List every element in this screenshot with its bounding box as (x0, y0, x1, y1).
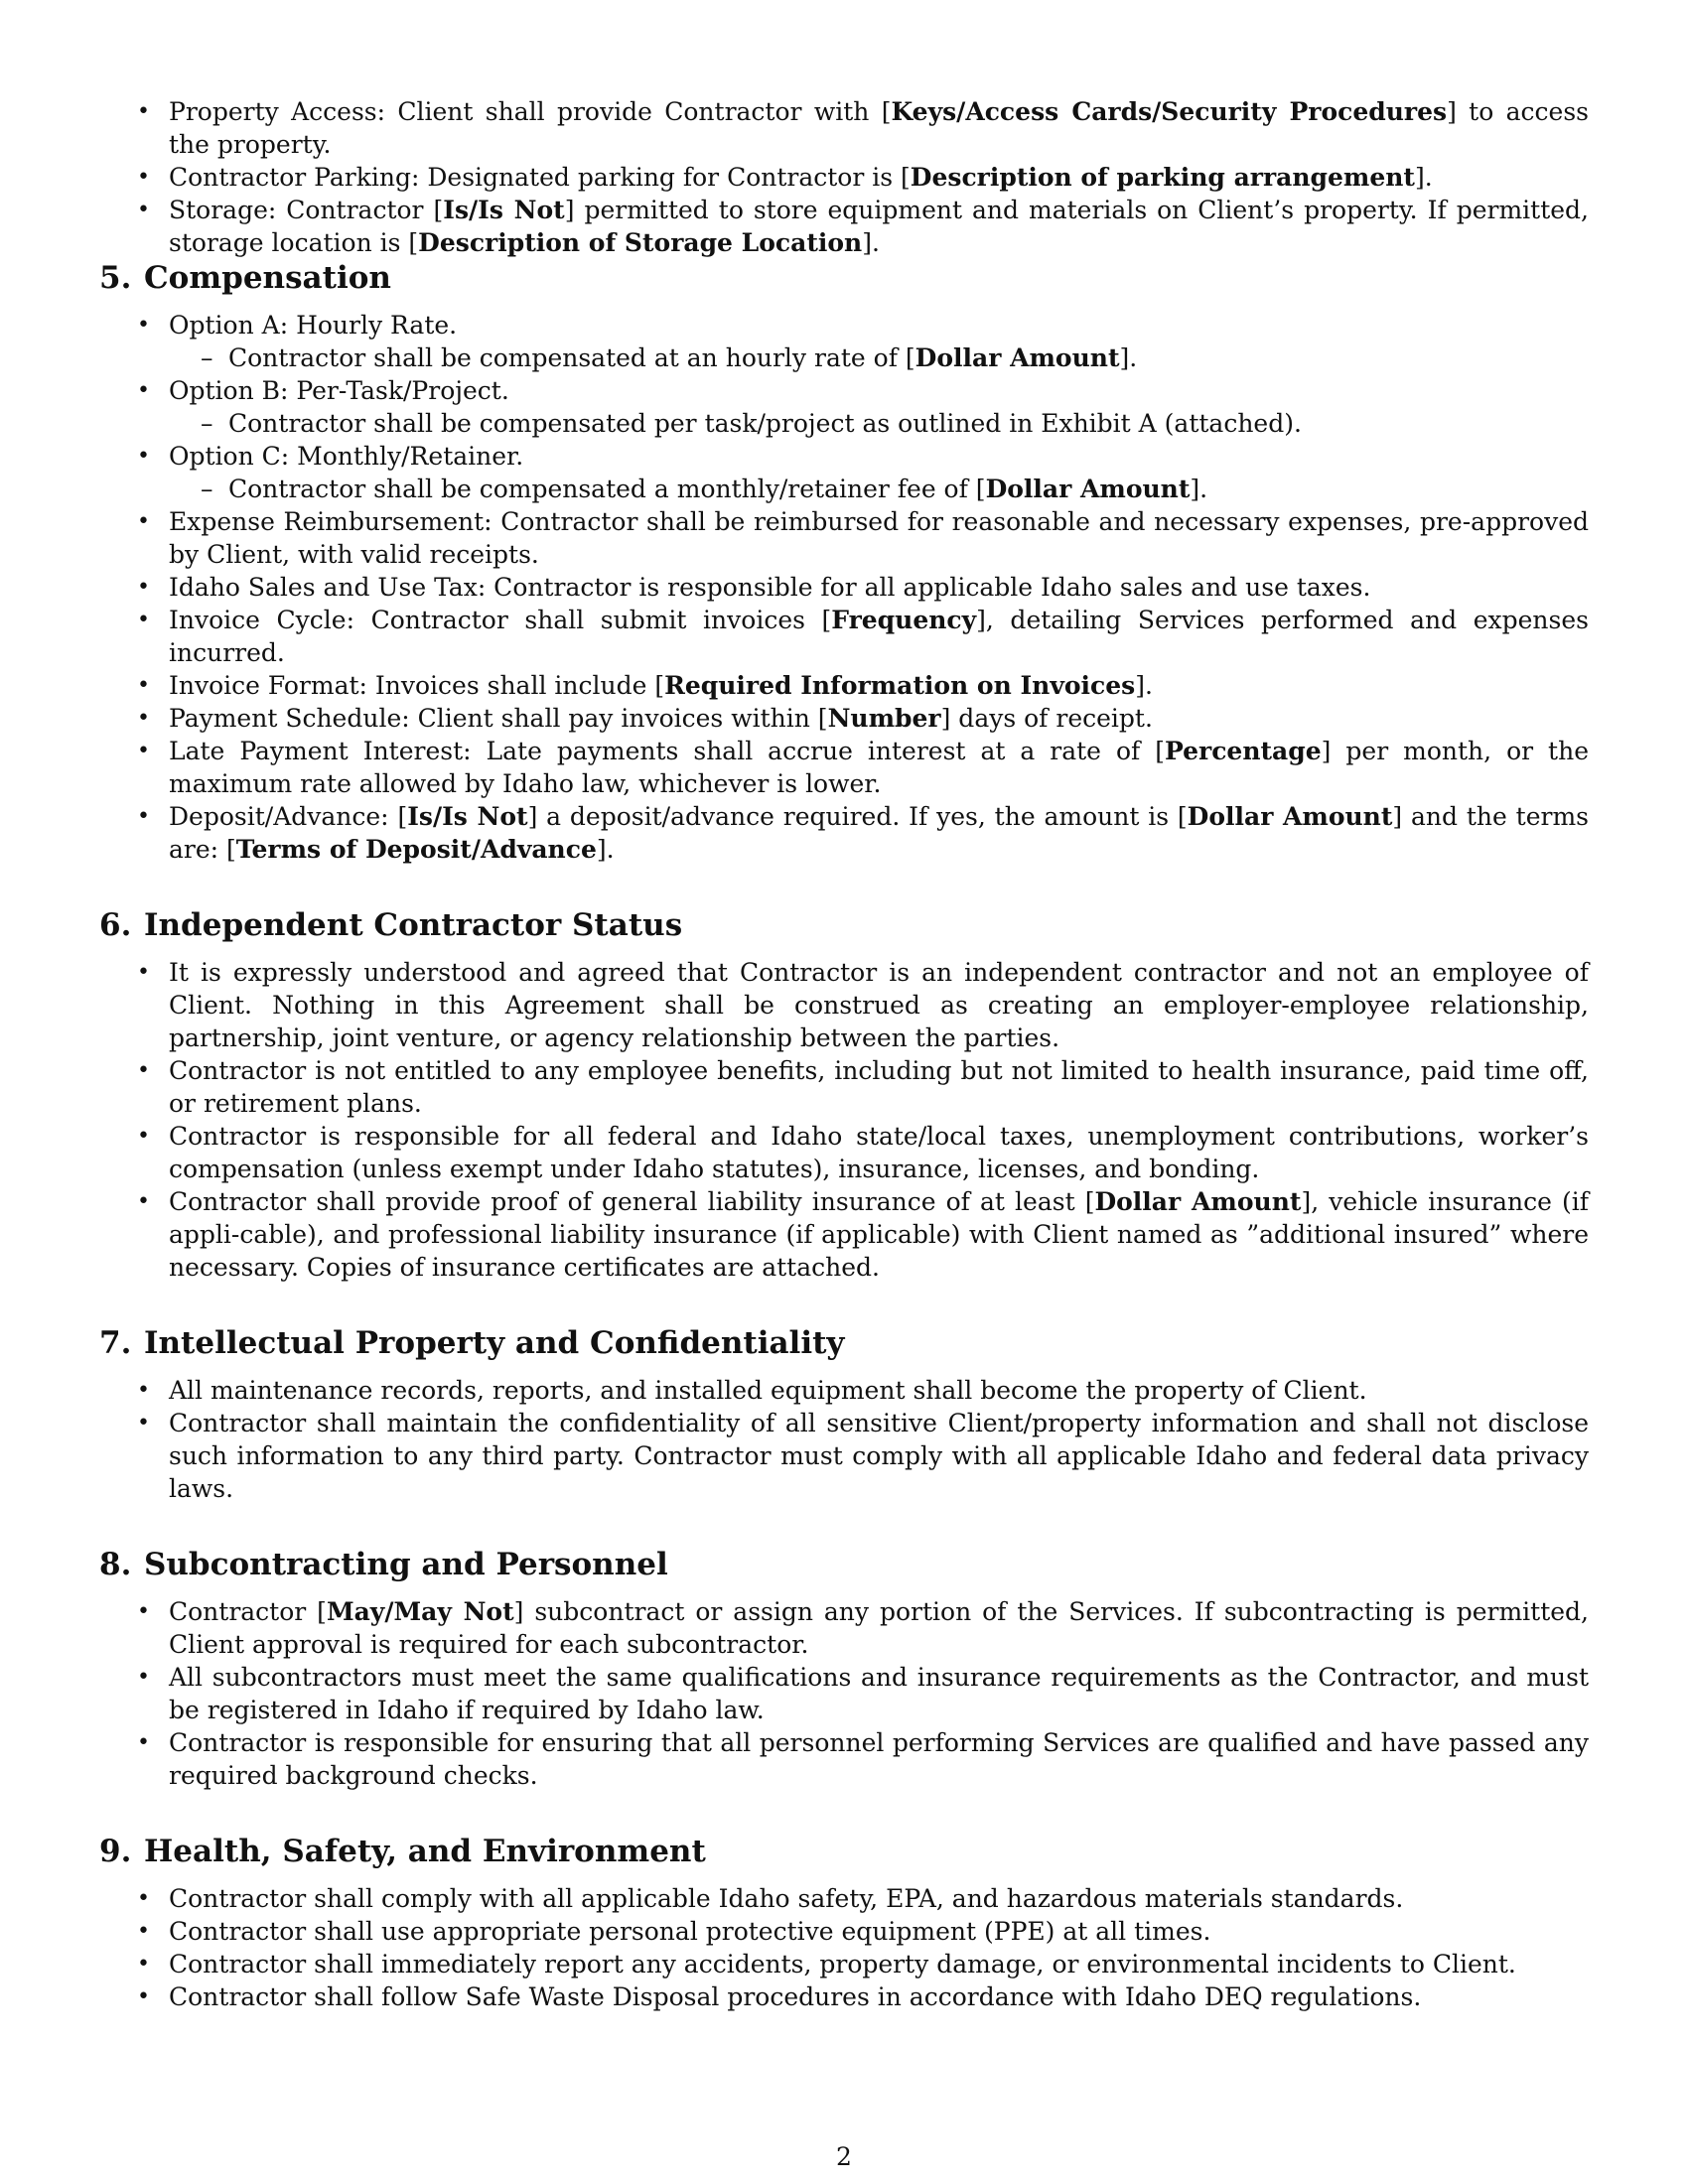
sub-list-item (169, 341, 1589, 374)
list-item (99, 1374, 1589, 1407)
placeholder-field: Description of parking arrangement (910, 163, 1415, 192)
sub-list (169, 473, 1589, 505)
placeholder-field: Terms of Deposit/Advance (235, 835, 597, 864)
text-run: Contractor is not entitled to any employee benefits, including but not limited to health insurance, paid time off, or retirement plans. (169, 1056, 1589, 1118)
section-title: Intellectual Property and Confidentiality (144, 1325, 845, 1361)
list-item (99, 1185, 1589, 1284)
list-item (99, 800, 1589, 866)
section-title: Compensation (144, 260, 391, 296)
text-run: Deposit/Advance: [ (169, 802, 408, 831)
list-item (99, 669, 1589, 702)
list-item (99, 1054, 1589, 1120)
list-item (99, 1661, 1589, 1726)
section-title: Independent Contractor Status (144, 907, 683, 943)
section (99, 1546, 1589, 1792)
text-run: Contractor shall be compensated a monthly/retainer fee of [ (228, 475, 986, 503)
list-item (99, 1595, 1589, 1661)
section (99, 906, 1589, 1284)
list-item (99, 702, 1589, 735)
placeholder-field: Dollar Amount (1187, 802, 1393, 831)
text-run: Invoice Cycle: Contractor shall submit invoices [ (169, 606, 832, 634)
text-run: ] per month, or the maximum rate allowed by Idaho law, whichever is lower. (169, 737, 1589, 798)
placeholder-field: Frequency (831, 606, 977, 634)
list-item (99, 309, 1589, 374)
text-run: Invoice Format: Invoices shall include [ (169, 671, 665, 700)
list-item (99, 1948, 1589, 1980)
list-item (99, 1915, 1589, 1948)
list-item (99, 1882, 1589, 1915)
list-item (99, 735, 1589, 800)
section-heading (99, 1833, 1589, 1870)
placeholder-field: May/May Not (326, 1597, 514, 1626)
section (99, 1833, 1589, 2013)
placeholder-field: Number (827, 704, 941, 733)
text-run: Storage: Contractor [ (169, 196, 444, 224)
section-heading (99, 1324, 1589, 1362)
text-run: ] permitted to store equipment and materials on Client’s property. If permitted, storage location is [ (169, 196, 1589, 257)
property-access-list (99, 95, 1589, 259)
section-heading (99, 259, 1589, 297)
placeholder-field: Dollar Amount (914, 343, 1120, 372)
placeholder-field: Dollar Amount (985, 475, 1191, 503)
text-run: Expense Reimbursement: Contractor shall be reimbursed for reasonable and necessary expenses, pre-approved by Client, with valid receipts. (169, 507, 1589, 569)
list-item (99, 1120, 1589, 1185)
sections-container (99, 259, 1589, 2013)
text-run: All maintenance records, reports, and installed equipment shall become the property of Client. (169, 1376, 1367, 1405)
list-item (99, 1726, 1589, 1792)
text-run: ] a deposit/advance required. If yes, the amount is [ (527, 802, 1188, 831)
text-run: It is expressly understood and agreed that Contractor is an independent contractor and not an employee of Client. Nothing in this Agreement shall be construed as creating an employer-employee relationship, partnership, joint venture, or agency relationship between the parties. (169, 958, 1589, 1052)
text-run: Contractor is responsible for all federal and Idaho state/local taxes, unemployment contributions, worker’s compensation (unless exempt under Idaho statutes), insurance, licenses, and bonding. (169, 1122, 1589, 1183)
section (99, 1324, 1589, 1505)
text-run: Contractor [ (169, 1597, 327, 1626)
page-number: 2 (836, 2142, 852, 2171)
sub-list (169, 341, 1589, 374)
list-item (99, 374, 1589, 440)
text-run: Option C: Monthly/Retainer. (169, 442, 524, 471)
sub-list (169, 407, 1589, 440)
text-run: Contractor Parking: Designated parking for Contractor is [ (169, 163, 911, 192)
section-number: 8. (99, 1547, 132, 1582)
section-number: 5. (99, 260, 132, 296)
text-run: Contractor shall be compensated per task/project as outlined in Exhibit A (attached). (228, 409, 1302, 438)
text-run: Option A: Hourly Rate. (169, 311, 458, 340)
list-item (99, 194, 1589, 259)
text-run: ]. (1135, 671, 1153, 700)
text-run: ] to access the property. (169, 97, 1589, 159)
placeholder-field: Percentage (1165, 737, 1322, 765)
section (99, 259, 1589, 866)
text-run: Contractor shall maintain the confidentiality of all sensitive Client/property information and shall not disclose such information to any third party. Contractor must comply with all applicable Idaho and federal data privacy laws. (169, 1409, 1589, 1503)
text-run: ] days of receipt. (940, 704, 1153, 733)
placeholder-field: Keys/Access Cards/Security Procedures (891, 97, 1448, 126)
text-run: ]. (1119, 343, 1138, 372)
text-run: Late Payment Interest: Late payments shall accrue interest at a rate of [ (169, 737, 1165, 765)
section-heading (99, 906, 1589, 944)
list-item (99, 440, 1589, 505)
bullet-list (99, 1374, 1589, 1505)
list-item (99, 1980, 1589, 2013)
text-run: ] subcontract or assign any portion of the Services. If subcontracting is permitted, Client approval is required for each subcontractor. (169, 1597, 1589, 1659)
text-run: Property Access: Client shall provide Contractor with [ (169, 97, 892, 126)
list-item (99, 505, 1589, 571)
text-run: Contractor is responsible for ensuring that all personnel performing Services are qualified and have passed any required background checks. (169, 1728, 1589, 1790)
text-run: Contractor shall immediately report any accidents, property damage, or environmental incidents to Client. (169, 1950, 1516, 1979)
text-run: ]. (1414, 163, 1433, 192)
list-item (99, 571, 1589, 604)
bullet-list (99, 1595, 1589, 1792)
placeholder-field: Description of Storage Location (418, 228, 863, 257)
placeholder-field: Is/Is Not (443, 196, 565, 224)
section-heading (99, 1546, 1589, 1583)
text-run: Contractor shall be compensated at an hourly rate of [ (228, 343, 915, 372)
bullet-list (99, 1882, 1589, 2013)
bullet-list (99, 309, 1589, 866)
section-number: 7. (99, 1325, 132, 1361)
text-run: Idaho Sales and Use Tax: Contractor is responsible for all applicable Idaho sales and use taxes. (169, 573, 1371, 602)
list-item (99, 604, 1589, 669)
sub-list-item (169, 407, 1589, 440)
section-number: 9. (99, 1834, 132, 1869)
text-run: Contractor shall comply with all applicable Idaho safety, EPA, and hazardous materials standards. (169, 1884, 1404, 1913)
text-run: Contractor shall use appropriate personal protective equipment (PPE) at all times. (169, 1917, 1211, 1946)
text-run: ], vehicle insurance (if appli-cable), and professional liability insurance (if applicable) with Client named as ”additional insured” where necessary. Copies of insurance certificates are attached. (169, 1187, 1589, 1282)
section-title: Health, Safety, and Environment (144, 1834, 706, 1869)
list-item (99, 95, 1589, 161)
text-run: All subcontractors must meet the same qualifications and insurance requirements as the Contractor, and must be registered in Idaho if required by Idaho law. (169, 1663, 1589, 1724)
text-run: ]. (862, 228, 880, 257)
list-item (99, 1407, 1589, 1505)
text-run: Option B: Per-Task/Project. (169, 376, 509, 405)
sub-list-item (169, 473, 1589, 505)
section-title: Subcontracting and Personnel (144, 1547, 668, 1582)
text-run: ]. (596, 835, 615, 864)
text-run: Contractor shall follow Safe Waste Disposal procedures in accordance with Idaho DEQ regulations. (169, 1982, 1422, 2011)
bullet-list (99, 956, 1589, 1284)
placeholder-field: Is/Is Not (407, 802, 528, 831)
document-page (99, 95, 1589, 2054)
list-item (99, 161, 1589, 194)
text-run: Payment Schedule: Client shall pay invoices within [ (169, 704, 828, 733)
text-run: ] and the terms are: [ (169, 802, 1590, 864)
list-item (99, 956, 1589, 1054)
text-run: ]. (1190, 475, 1208, 503)
text-run: Contractor shall provide proof of general liability insurance of at least [ (169, 1187, 1095, 1216)
section-number: 6. (99, 907, 132, 943)
placeholder-field: Required Information on Invoices (664, 671, 1136, 700)
text-run: ], detailing Services performed and expenses incurred. (169, 606, 1589, 667)
placeholder-field: Dollar Amount (1094, 1187, 1302, 1216)
